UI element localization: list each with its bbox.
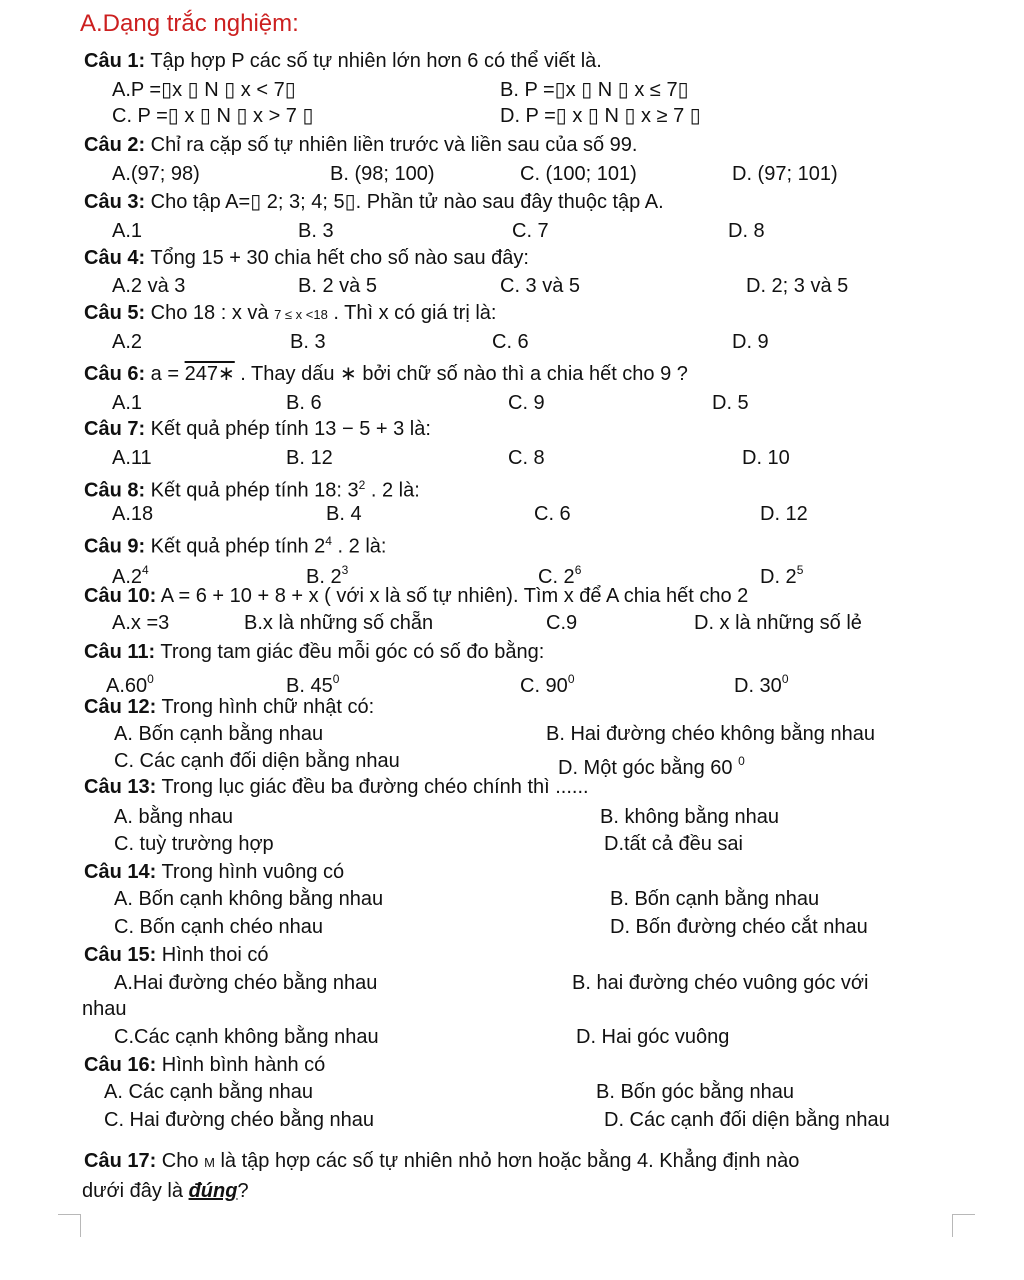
question-9 xyxy=(84,528,386,560)
option-b: B. Bốn góc bằng nhau xyxy=(596,1081,794,1103)
question-8 xyxy=(84,472,420,504)
option-d: D. Các cạnh đối diện bằng nhau xyxy=(604,1109,890,1131)
section-heading: A.Dạng trắc nghiệm: xyxy=(80,10,299,37)
question-number: Câu 11: xyxy=(84,641,156,663)
crop-mark-right xyxy=(952,1214,975,1237)
question-text: Hình thoi có xyxy=(156,944,269,966)
exponent: 4 xyxy=(142,563,149,577)
question-number: Câu 9: xyxy=(84,535,146,558)
question-number: Câu 15: xyxy=(84,944,157,966)
question-3 xyxy=(84,189,664,215)
option-d: D. Hai góc vuông xyxy=(576,1026,730,1048)
question-text: Chỉ ra cặp số tự nhiên liền trước và liền sau của số 99. xyxy=(145,134,638,156)
question-6 xyxy=(84,361,688,387)
option-c: C. (100; 101) xyxy=(520,163,637,185)
option-d: D. x là những số lẻ xyxy=(694,612,862,634)
option-c: C. tuỳ trường hợp xyxy=(114,833,274,855)
question-text: Trong hình chữ nhật có: xyxy=(156,696,375,718)
option-c xyxy=(520,666,575,699)
option-a: A. Các cạnh bằng nhau xyxy=(104,1081,314,1103)
option-b: B. 3 xyxy=(298,220,334,242)
option-a: A.P =▯x ▯ N ▯ x < 7▯ xyxy=(112,79,296,101)
question-text: Tổng 15 + 30 chia hết cho số nào sau đây: xyxy=(145,247,529,269)
option-c: C. P =▯ x ▯ N ▯ x > 7 ▯ xyxy=(112,105,314,127)
option-c: C. 8 xyxy=(508,447,545,469)
question-text: Trong hình vuông có xyxy=(156,861,345,883)
question-text: dưới đây là xyxy=(82,1180,189,1202)
option-b: B. 4 xyxy=(326,503,362,525)
option-a: A.1 xyxy=(112,220,143,242)
question-text-end: . Thay dấu ∗ bởi chữ số nào thì a chia hết cho 9 ? xyxy=(234,363,688,385)
question-10 xyxy=(84,583,748,609)
degree-sign: 0 xyxy=(567,672,575,686)
option-text: B. 2 xyxy=(306,566,342,588)
option-d: D. 8 xyxy=(728,220,765,242)
option-b-continued: nhau xyxy=(82,998,127,1020)
degree-sign: 0 xyxy=(147,672,154,686)
option-c: C. 9 xyxy=(508,392,545,414)
question-text: Hình bình hành có xyxy=(156,1054,326,1076)
option-d: D. 5 xyxy=(712,392,749,414)
option-text: A.2 xyxy=(112,566,143,588)
option-text: D. 2 xyxy=(760,566,797,588)
question-7 xyxy=(84,416,431,442)
question-4 xyxy=(84,245,529,271)
overlined-number: 247∗ xyxy=(184,363,235,385)
question-number: Câu 10: xyxy=(84,585,157,607)
question-2 xyxy=(84,132,638,158)
question-text: Cho 18 : x và xyxy=(145,302,275,324)
question-text: Cho tập A=▯ 2; 3; 4; 5▯. Phần tử nào sau đây thuộc tập A. xyxy=(145,191,664,213)
option-a: A.1 xyxy=(112,392,143,414)
question-17 xyxy=(84,1148,799,1176)
option-d xyxy=(734,666,789,699)
question-number: Câu 17: xyxy=(84,1150,157,1172)
option-d: D. (97; 101) xyxy=(732,163,838,185)
option-a: A.Hai đường chéo bằng nhau xyxy=(114,972,378,994)
question-text: Trong tam giác đều mỗi góc có số đo bằng: xyxy=(155,641,545,663)
option-d: D.tất cả đều sai xyxy=(604,833,743,855)
question-17-line-2 xyxy=(82,1178,249,1204)
option-text: C. 90 xyxy=(520,675,568,697)
option-b: B. Hai đường chéo không bằng nhau xyxy=(546,723,875,745)
option-a: A.(97; 98) xyxy=(112,163,200,185)
option-a: A.11 xyxy=(112,447,152,469)
question-number: Câu 7: xyxy=(84,418,146,440)
exponent: 2 xyxy=(358,478,366,492)
option-a: A.2 và 3 xyxy=(112,275,186,297)
question-number: Câu 13: xyxy=(84,776,157,798)
question-text: Kết quả phép tính 2 xyxy=(145,535,326,558)
degree-sign: 0 xyxy=(332,672,340,686)
degree-sign: 0 xyxy=(738,754,745,768)
set-symbol: M xyxy=(204,1155,215,1170)
question-text-end: . Thì x có giá trị là: xyxy=(327,302,497,324)
question-number: Câu 14: xyxy=(84,861,157,883)
inequality: 7 ≤ x <18 xyxy=(274,307,328,322)
question-text-end: ? xyxy=(237,1180,249,1202)
question-number: Câu 12: xyxy=(84,696,157,718)
option-a: A.x =3 xyxy=(112,612,170,634)
question-number: Câu 16: xyxy=(84,1054,157,1076)
option-b: B. Bốn cạnh bằng nhau xyxy=(610,888,820,910)
option-b: B.x là những số chẵn xyxy=(244,612,434,634)
crop-mark-left xyxy=(58,1214,81,1237)
exponent: 5 xyxy=(796,563,804,577)
option-d: D. 2; 3 và 5 xyxy=(746,275,849,297)
option-b: B. hai đường chéo vuông góc với xyxy=(572,972,869,994)
question-text: Tập hợp P các số tự nhiên lớn hơn 6 có thể viết là. xyxy=(145,50,602,72)
option-c: C. Bốn cạnh chéo nhau xyxy=(114,916,324,938)
question-text: Kết quả phép tính 13 − 5 + 3 là: xyxy=(145,418,431,440)
question-11 xyxy=(84,639,544,665)
question-text: A = 6 + 10 + 8 + x ( với x là số tự nhiên). Tìm x để A chia hết cho 2 xyxy=(156,585,749,607)
question-14 xyxy=(84,859,344,885)
question-13 xyxy=(84,774,589,800)
option-c: C. 3 và 5 xyxy=(500,275,581,297)
question-15 xyxy=(84,942,269,968)
option-b: B. 3 xyxy=(290,331,326,353)
option-text: D. Một góc bằng 60 xyxy=(558,757,739,779)
degree-sign: 0 xyxy=(781,672,789,686)
option-d xyxy=(760,557,803,590)
question-1 xyxy=(84,48,602,74)
option-text: C. 2 xyxy=(538,566,575,588)
option-c: C.9 xyxy=(546,612,578,634)
question-16 xyxy=(84,1052,325,1078)
option-d: D. 10 xyxy=(742,447,790,469)
question-text-end: là tập hợp các số tự nhiên nhỏ hơn hoặc bằng 4. Khẳng định nào xyxy=(214,1150,800,1172)
option-b: B. (98; 100) xyxy=(330,163,435,185)
option-d: D. 9 xyxy=(732,331,769,353)
question-number: Câu 3: xyxy=(84,191,146,213)
option-a: A. Bốn cạnh bằng nhau xyxy=(114,723,324,745)
option-d: D. Bốn đường chéo cắt nhau xyxy=(610,916,868,938)
option-d: D. 12 xyxy=(760,503,808,525)
question-number: Câu 6: xyxy=(84,363,146,385)
option-b: B. P =▯x ▯ N ▯ x ≤ 7▯ xyxy=(500,79,689,101)
question-5 xyxy=(84,300,496,328)
question-number: Câu 5: xyxy=(84,302,146,324)
option-c: C. Các cạnh đối diện bằng nhau xyxy=(114,750,400,772)
question-number: Câu 1: xyxy=(84,50,146,72)
question-number: Câu 4: xyxy=(84,247,146,269)
option-b: B. không bằng nhau xyxy=(600,806,780,828)
option-text: D. 30 xyxy=(734,675,782,697)
option-a: A.18 xyxy=(112,503,154,525)
option-c: C. Hai đường chéo bằng nhau xyxy=(104,1109,375,1131)
question-number: Câu 8: xyxy=(84,479,146,502)
option-a: A.2 xyxy=(112,331,143,353)
question-text: Trong lục giác đều ba đường chéo chính thì ...... xyxy=(156,776,589,798)
option-c: C. 7 xyxy=(512,220,549,242)
option-a: A. Bốn cạnh không bằng nhau xyxy=(114,888,384,910)
question-12 xyxy=(84,694,374,720)
option-c: C. 6 xyxy=(492,331,529,353)
option-c: C.Các cạnh không bằng nhau xyxy=(114,1026,379,1048)
exponent: 3 xyxy=(341,563,349,577)
option-text: B. 45 xyxy=(286,675,333,697)
exponent: 6 xyxy=(574,563,582,577)
question-text: Cho xyxy=(156,1150,205,1172)
question-text-end: . 2 là: xyxy=(365,479,420,502)
option-a: A. bằng nhau xyxy=(114,806,233,828)
question-text: a = xyxy=(145,363,185,385)
option-b: B. 2 và 5 xyxy=(298,275,377,297)
question-text: Kết quả phép tính 18: 3 xyxy=(145,479,359,502)
option-b: B. 12 xyxy=(286,447,333,469)
option-d: D. P =▯ x ▯ N ▯ x ≥ 7 ▯ xyxy=(500,105,701,127)
question-number: Câu 2: xyxy=(84,134,146,156)
emphasis-word: đúng xyxy=(188,1180,238,1202)
option-text: A.60 xyxy=(106,675,148,697)
question-text-end: . 2 là: xyxy=(331,535,387,558)
exponent: 4 xyxy=(325,534,332,548)
option-c: C. 6 xyxy=(534,503,571,525)
option-b: B. 6 xyxy=(286,392,322,414)
